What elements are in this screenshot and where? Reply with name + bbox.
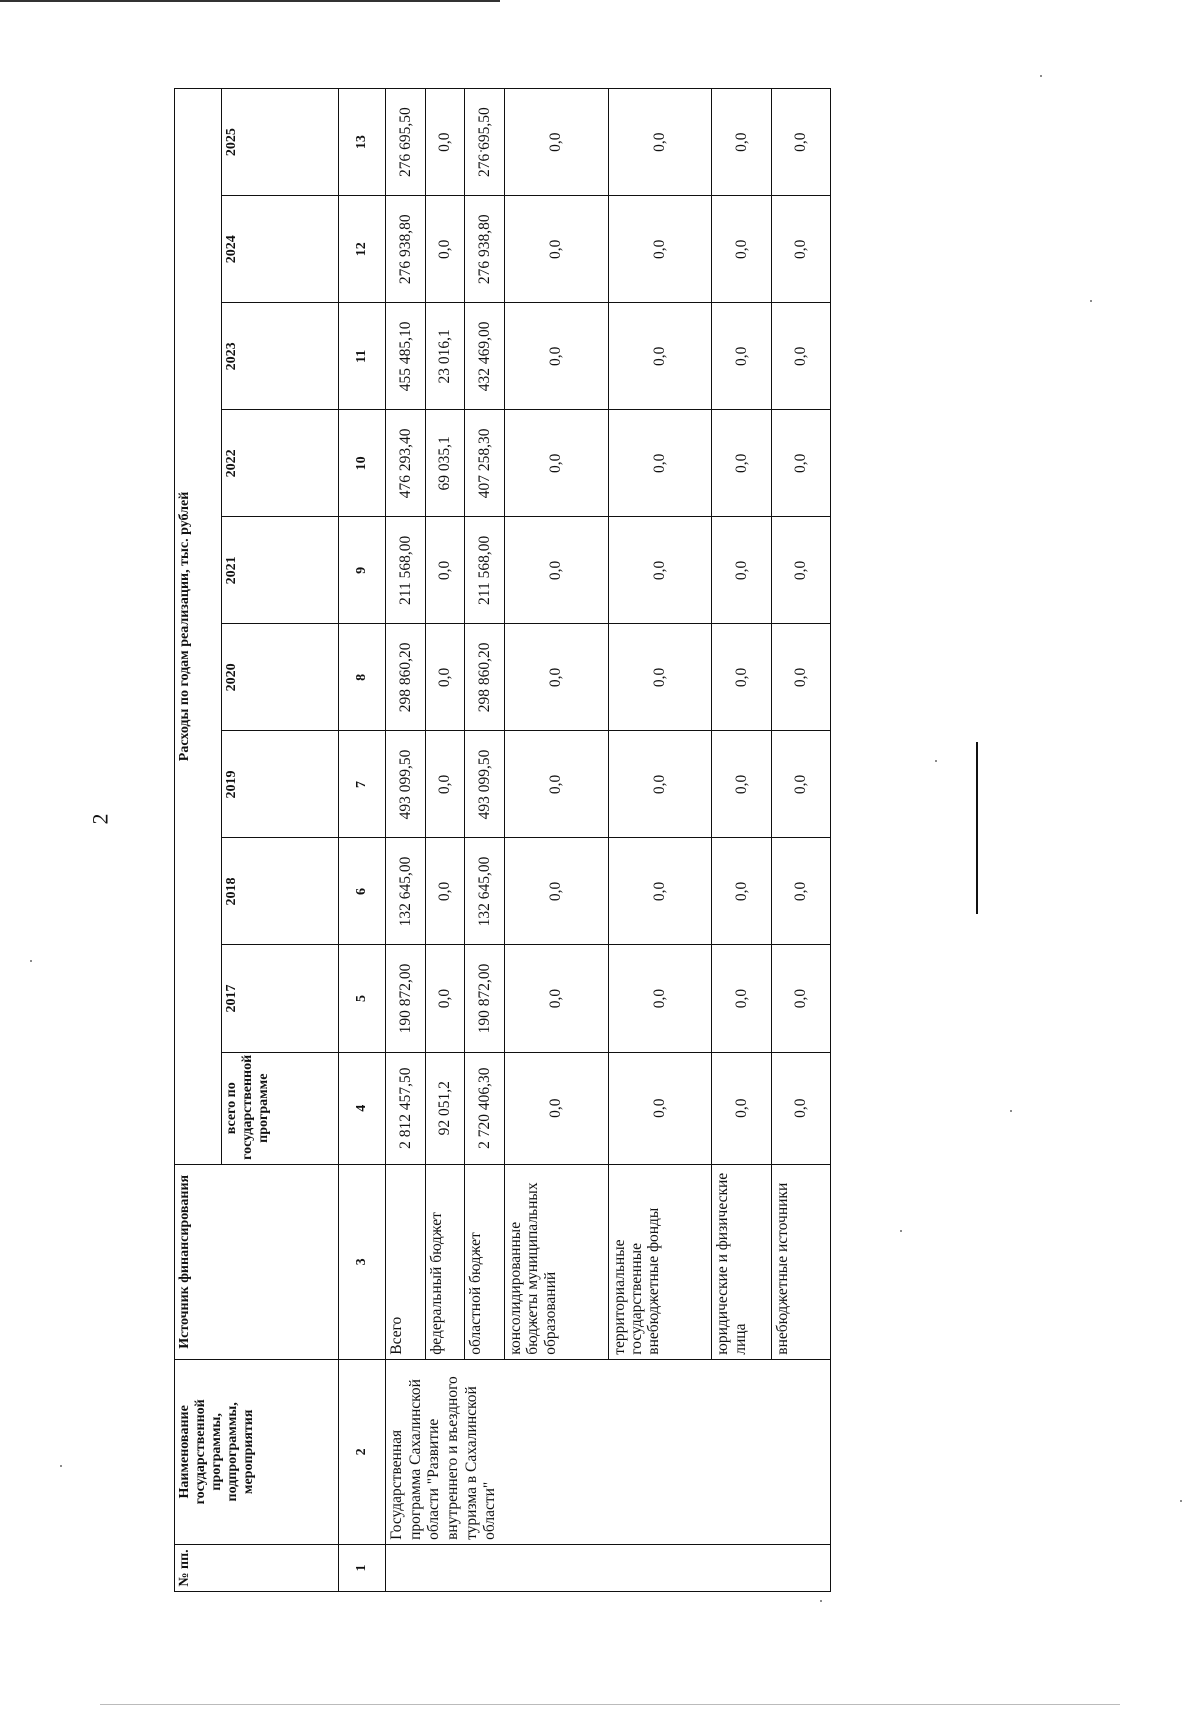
header-year: 2018 xyxy=(221,838,338,945)
header-year: 2019 xyxy=(221,731,338,838)
value-cell: 0,0 xyxy=(425,731,465,838)
value-cell: 0,0 xyxy=(504,945,608,1052)
value-cell: 190 872,00 xyxy=(386,945,426,1052)
column-number: 8 xyxy=(339,624,386,731)
scan-speck xyxy=(1090,300,1092,302)
source-cell: Всего xyxy=(386,1164,426,1359)
value-cell: 0,0 xyxy=(425,517,465,624)
column-number: 7 xyxy=(339,731,386,838)
value-cell: 0,0 xyxy=(504,517,608,624)
value-cell: 0,0 xyxy=(771,624,830,731)
financing-table-rotated xyxy=(174,88,831,1592)
source-cell: территориальные государственные внебюджетные фонды xyxy=(608,1164,712,1359)
source-cell: консолидированные бюджеты муниципальных образований xyxy=(504,1164,608,1359)
value-cell: 0,0 xyxy=(504,731,608,838)
value-cell: 0,0 xyxy=(712,731,771,838)
header-year: 2017 xyxy=(221,945,338,1052)
header-number: № пп. xyxy=(175,1544,339,1591)
value-cell: 0,0 xyxy=(504,1052,608,1164)
scan-speck xyxy=(820,1600,822,1602)
value-cell: 0,0 xyxy=(712,196,771,303)
scan-speck xyxy=(900,1230,902,1232)
header-total: всего по государственной программе xyxy=(221,1052,338,1164)
value-cell: 493 099,50 xyxy=(465,731,505,838)
value-cell: 211 568,00 xyxy=(465,517,505,624)
column-number: 9 xyxy=(339,517,386,624)
value-cell: 0,0 xyxy=(771,517,830,624)
column-number-row xyxy=(339,89,386,1592)
value-cell: 92 051,2 xyxy=(425,1052,465,1164)
header-year: 2021 xyxy=(221,517,338,624)
value-cell: 407 258,30 xyxy=(465,410,505,517)
source-cell: внебюджетные источники xyxy=(771,1164,830,1359)
scan-speck xyxy=(1010,1110,1012,1112)
scan-artifact-line xyxy=(976,742,978,914)
value-cell: 0,0 xyxy=(425,196,465,303)
value-cell: 0,0 xyxy=(504,196,608,303)
value-cell: 0,0 xyxy=(771,838,830,945)
value-cell: 0,0 xyxy=(712,517,771,624)
value-cell: 0,0 xyxy=(771,410,830,517)
value-cell: 0,0 xyxy=(425,945,465,1052)
value-cell: 0,0 xyxy=(712,1052,771,1164)
header-expenses-group: Расходы по годам реализации, тыс. рублей xyxy=(175,89,222,1165)
value-cell: 0,0 xyxy=(608,517,712,624)
value-cell: 276 938,80 xyxy=(465,196,505,303)
source-cell: федеральный бюджет xyxy=(425,1164,465,1359)
value-cell: 132 645,00 xyxy=(386,838,426,945)
value-cell: 0,0 xyxy=(425,89,465,196)
column-number: 2 xyxy=(339,1359,386,1544)
scan-top-rule xyxy=(0,0,500,2)
value-cell: 276 695,50 xyxy=(386,89,426,196)
value-cell: 455 485,10 xyxy=(386,303,426,410)
value-cell: 432 469,00 xyxy=(465,303,505,410)
value-cell: 0,0 xyxy=(425,838,465,945)
value-cell: 132 645,00 xyxy=(465,838,505,945)
value-cell: 0,0 xyxy=(504,410,608,517)
source-cell: областной бюджет xyxy=(465,1164,505,1359)
value-cell: 0,0 xyxy=(425,624,465,731)
column-number: 4 xyxy=(339,1052,386,1164)
value-cell: 0,0 xyxy=(712,303,771,410)
value-cell: 0,0 xyxy=(504,624,608,731)
page-number: 2 xyxy=(87,813,113,825)
value-cell: 0,0 xyxy=(608,731,712,838)
header-year: 2025 xyxy=(221,89,338,196)
value-cell: 2 720 406,30 xyxy=(465,1052,505,1164)
value-cell: 476 293,40 xyxy=(386,410,426,517)
value-cell: 0,0 xyxy=(608,838,712,945)
value-cell: 0,0 xyxy=(608,89,712,196)
header-year: 2024 xyxy=(221,196,338,303)
scan-speck xyxy=(1180,1500,1182,1502)
row-number-cell xyxy=(386,1544,831,1591)
value-cell: 190 872,00 xyxy=(465,945,505,1052)
column-number: 5 xyxy=(339,945,386,1052)
value-cell: 298 860,20 xyxy=(386,624,426,731)
value-cell: 23 016,1 xyxy=(425,303,465,410)
value-cell: 211 568,00 xyxy=(386,517,426,624)
table-row xyxy=(386,89,426,1592)
value-cell: 0,0 xyxy=(712,410,771,517)
value-cell: 0,0 xyxy=(712,945,771,1052)
value-cell: 276 695,50 xyxy=(465,89,505,196)
value-cell: 0,0 xyxy=(504,838,608,945)
value-cell: 0,0 xyxy=(608,945,712,1052)
value-cell: 0,0 xyxy=(608,624,712,731)
header-year: 2022 xyxy=(221,410,338,517)
column-number: 1 xyxy=(339,1544,386,1591)
value-cell: 0,0 xyxy=(771,731,830,838)
value-cell: 0,0 xyxy=(771,1052,830,1164)
header-name: Наименование государственной программы, подпрограммы, мероприятия xyxy=(175,1359,339,1544)
value-cell: 0,0 xyxy=(608,1052,712,1164)
program-name-cell: Государственная программа Сахалинской области "Развитие внутреннего и въездного туризма в Сахалинской области" xyxy=(386,1359,831,1544)
value-cell: 69 035,1 xyxy=(425,410,465,517)
value-cell: 0,0 xyxy=(771,303,830,410)
value-cell: 0,0 xyxy=(712,89,771,196)
value-cell: 0,0 xyxy=(771,196,830,303)
column-number: 6 xyxy=(339,838,386,945)
scan-speck xyxy=(935,760,937,762)
value-cell: 2 812 457,50 xyxy=(386,1052,426,1164)
value-cell: 0,0 xyxy=(608,303,712,410)
column-number: 12 xyxy=(339,196,386,303)
value-cell: 276 938,80 xyxy=(386,196,426,303)
value-cell: 0,0 xyxy=(504,303,608,410)
value-cell: 0,0 xyxy=(771,89,830,196)
scan-speck xyxy=(30,960,32,962)
header-source: Источник финансирования xyxy=(175,1164,339,1359)
source-cell: юридические и физические лица xyxy=(712,1164,771,1359)
value-cell: 493 099,50 xyxy=(386,731,426,838)
column-number: 13 xyxy=(339,89,386,196)
column-number: 10 xyxy=(339,410,386,517)
scan-bottom-rule xyxy=(100,1704,1120,1705)
scan-speck xyxy=(60,1465,62,1467)
header-year: 2023 xyxy=(221,303,338,410)
value-cell: 298 860,20 xyxy=(465,624,505,731)
financing-table xyxy=(174,88,831,1592)
column-number: 3 xyxy=(339,1164,386,1359)
value-cell: 0,0 xyxy=(608,410,712,517)
value-cell: 0,0 xyxy=(771,945,830,1052)
value-cell: 0,0 xyxy=(712,624,771,731)
scan-speck xyxy=(1040,75,1042,77)
header-year: 2020 xyxy=(221,624,338,731)
value-cell: 0,0 xyxy=(712,838,771,945)
column-number: 11 xyxy=(339,303,386,410)
value-cell: 0,0 xyxy=(608,196,712,303)
value-cell: 0,0 xyxy=(504,89,608,196)
